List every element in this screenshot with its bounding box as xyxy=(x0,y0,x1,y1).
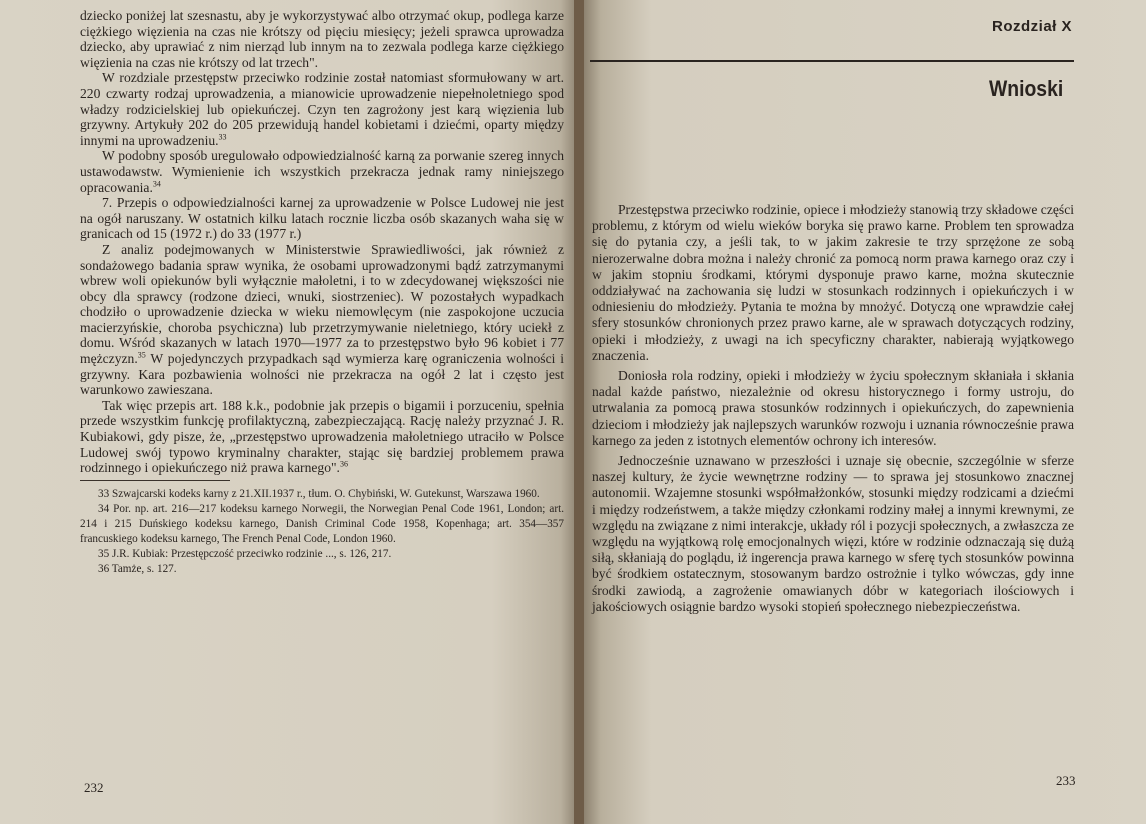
running-head: Rozdział X xyxy=(992,18,1073,35)
paragraph: Przestępstwa przeciwko rodzinie, opiece i młodzieży stanowią trzy składowe części problemu, z którym od wielu wieków boryka się prawo karne. Problem ten sprowadza się do pytania czy, a jeśli tak, to w jakim zakresie te trzy sprzężone ze sobą nierozerwalne dobra można i należy chronić za pomocą norm prawa karnego oraz czy i w jakim stopniu środkami, którymi dysponuje prawo karne, można skutecznie oddziaływać na zachowania się ludzi w stosunkach rodzinnych i opiekuńczych i w odniesieniu do młodzieży. Pytania te można by mnożyć. Dotyczą one wprawdzie całej sfery stosunków chronionych przez prawo karne, ale w sprawach dotyczących rodziny, opieki i młodzieży, z uwagi na ich specyficzny charakter, nabierają wyjątkowego znaczenia. xyxy=(592,202,1074,363)
paragraph-text: Tak więc przepis art. 188 k.k., podobnie jak przepis o bigamii i porzuceniu, spełnia przede wszystkim funkcję profilaktyczną, zabezpieczającą. Rację należy przyznać J. R. Kubiakowi, gdy pisze, że, „przestępstwo uprowadzenia małoletniego utraciło w Polsce Ludowej swój typowo kryminalny charakter, stając się bardziej problemem prawa rodzinnego i opiekuńczego niż prawa karnego". xyxy=(80,397,564,476)
footnote-mark: 33 xyxy=(218,132,227,142)
paragraph: dziecko poniżej lat szesnastu, aby je wykorzystywać albo otrzymać okup, podlega karze ciężkiego więzienia na czas nie krótszy od pięciu miesięcy; jeżeli sprawca uprowadza dziecko, aby uprawiać z nim nierząd lub innym na to zezwala podlega karze ciężkiego więzienia na czas nie krótszy od lat trzech". xyxy=(80,8,564,70)
page-number: 232 xyxy=(84,780,104,795)
footnote-mark: 36 xyxy=(339,459,348,469)
footnote: 33 Szwajcarski kodeks karny z 21.XII.1937 r., tłum. O. Chybiński, W. Gutekunst, Warszawa 1960. xyxy=(98,487,540,500)
right-page-body xyxy=(592,202,1074,619)
paragraph xyxy=(80,148,564,195)
paragraph-text: Z analiz podejmowanych w Ministerstwie Sprawiedliwości, jak również z sondażowego badania spraw wynika, że osobami uprowadzonymi bądź zatrzymanymi wbrew woli opiekunów byli wyłącznie małoletni, i to w zdecydowanej większości nie obcy dla sprawcy (rodzone dzieci, wnuki, siostrzeniec). W pozostałych wypadkach chodziło o uprowadzenie dziecka w wieku niemowlęcym (nie zaspokojone uczucia macierzyńskie, choroba psychiczna) lub przetrzymywanie nieletniego, który uciekł z domu. Wśród skazanych w latach 1970—1977 za to przestępstwo było 96 kobiet i 77 mężczyzn. xyxy=(80,241,564,367)
paragraph xyxy=(80,398,564,476)
paragraph-text: W podobny sposób uregulowało odpowiedzialność karną za porwanie szereg innych ustawodawstw. Wymienienie ich wszystkich przekracza jednak ramy niniejszego opracowania. xyxy=(80,148,564,195)
paragraph xyxy=(80,70,564,148)
footnote-divider xyxy=(80,480,230,481)
footnote-mark: 34 xyxy=(152,179,161,188)
footnote: 36 Tamże, s. 127. xyxy=(98,562,177,575)
header-rule xyxy=(590,60,1074,62)
chapter-title: Wnioski xyxy=(989,76,1064,101)
paragraph-text: W rozdziale przestępstw przeciwko rodzinie został natomiast sformułowany w art. 220 czwarty rodzaj uprowadzenia, a mianowicie uprowadzenie niepełnoletniego spod władzy rodzicielskiej lub opiekuńczej. Czyn ten zagrożony jest karą więzienia lub grzywny. Artykuły 202 do 205 przewidują handel kobietami i dziećmi, oparty między innymi na uprowadzeniu. xyxy=(80,70,564,148)
footnote: 35 J.R. Kubiak: Przestępczość przeciwko rodzinie ..., s. 126, 217. xyxy=(98,547,392,560)
paragraph: 7. Przepis o odpowiedzialności karnej za uprowadzenie w Polsce Ludowej nie jest na ogół naruszany. W ostatnich kilku latach rocznie liczba osób skazanych waha się w granicach od 15 (1972 r.) do 33 (1977 r.) xyxy=(80,195,564,242)
right-page xyxy=(584,0,1146,824)
left-page-body xyxy=(80,8,564,577)
paragraph: Jednocześnie uznawano w przeszłości i uznaje się obecnie, szczególnie w sferze naszej kultury, że życie wewnętrzne rodziny — to sprawa jej stosunkowo znacznej autonomii. Wzajemne stosunki współmałżonków, stosunki między rodzicami a dziećmi i między rodzeństwem, a także między członkami rodziny małej a innymi krewnymi, ze względu na związane z nimi interakcje, układy ról i pozycji społecznych, a zwłaszcza ze względu na wyjątkową rolę emocjonalnych więzi, które w rodzinie odznaczają się dużą siłą, skłaniają do poglądu, iż ingerencja prawa karnego w sferę tych stosunków powinna być środkiem ostatecznym, stosowanym bardzo ostrożnie i tylko wówczas, gdy inne środki zawiodą, a zagrożenie omawianych dóbr w kategoriach ilościowych i jakościowych osiągnie bardzo wysoki stopień społecznego niebezpieczeństwa. xyxy=(592,453,1074,614)
page-number: 233 xyxy=(1056,773,1076,788)
footnotes xyxy=(80,487,564,577)
footnote-mark: 35 xyxy=(137,350,146,360)
footnote: 34 Por. np. art. 216—217 kodeksu karnego Norwegii, the Norwegian Penal Code 1961, London; art. 214 i 215 Duńskiego kodeksu karnego, Danish Criminal Code 1958, Kopenhaga; art. 354—357 francuskiego kodeksu karnego, The French Penal Code, London 1960. xyxy=(80,502,564,545)
paragraph: Doniosła rola rodziny, opieki i młodzieży w życiu społecznym skłaniała i skłania nadal każde państwo, niezależnie od okresu historycznego i formy ustroju, do utrwalania za pomocą prawa stosunków rodzinnych i opiekuńczych, do zapewnienia dzieciom i młodzieży jak najlepszych warunków rozwoju i uznania równocześnie prawa karnego za jeden z istotnych elementów ochrony ich interesów. xyxy=(592,368,1074,448)
paragraph-text: W pojedynczych przypadkach sąd wymierza karę ograniczenia wolności i grzywny. Kara pozbawienia wolności nie przekracza na ogół 2 lat i często jest warunkowo zawieszana. xyxy=(80,351,565,398)
paragraph xyxy=(80,242,564,398)
